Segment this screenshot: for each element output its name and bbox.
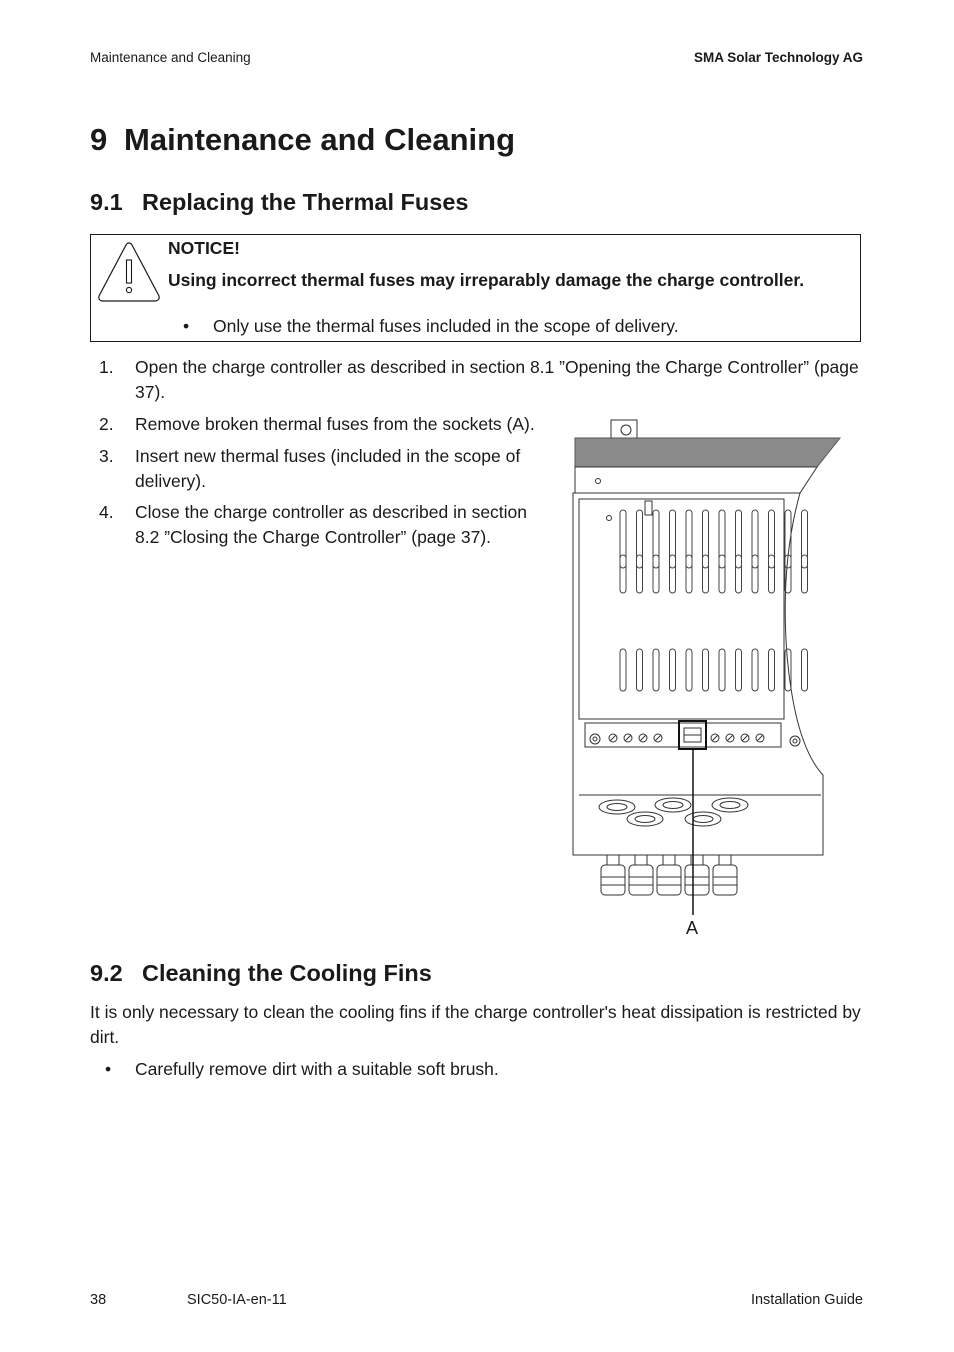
footer-right: Installation Guide	[750, 1292, 863, 1308]
step-text: Close the charge controller as described in section 8.2 ”Closing the Charge Controller” (page 37).	[135, 502, 528, 547]
step-text: Remove broken thermal fuses from the sockets (A).	[135, 414, 535, 434]
section-heading-9-1	[90, 189, 468, 216]
section-paragraph: It is only necessary to clean the cooling fins if the charge controller's heat dissipation is restricted by dirt.	[90, 1002, 861, 1047]
running-header-left: Maintenance and Cleaning	[90, 50, 251, 65]
step-text: Open the charge controller as described in section 8.1 ”Opening the Charge Controller” (page 37).	[135, 357, 859, 402]
step-number: 1.	[99, 357, 114, 377]
step-item	[99, 444, 539, 494]
step-text: Insert new thermal fuses (included in the scope of delivery).	[135, 446, 521, 491]
notice-bullet-text: Only use the thermal fuses included in the scope of delivery.	[213, 316, 679, 336]
section-title: Replacing the Thermal Fuses	[142, 189, 469, 215]
running-header-right: SMA Solar Technology AG	[693, 50, 863, 65]
step-item	[99, 500, 539, 550]
step-number: 2.	[99, 414, 114, 434]
notice-title: NOTICE!	[168, 238, 240, 258]
charge-controller-figure	[565, 415, 850, 915]
bullet-item: • Carefully remove dirt with a suitable soft brush.	[105, 1059, 499, 1079]
notice-bullet: • Only use the thermal fuses included in the scope of delivery.	[183, 316, 679, 336]
section-number: 9.2	[90, 960, 123, 986]
chapter-number: 9	[90, 122, 108, 157]
section-title: Cleaning the Cooling Fins	[142, 960, 432, 986]
section-number: 9.1	[90, 189, 123, 215]
section-heading-9-2	[90, 960, 432, 987]
chapter-heading	[90, 122, 515, 158]
step-item	[99, 412, 539, 437]
step-number: 4.	[99, 502, 114, 522]
step-item	[99, 355, 869, 405]
notice-box	[90, 234, 861, 342]
bullet-text: Carefully remove dirt with a suitable soft brush.	[135, 1059, 499, 1079]
notice-text: Using incorrect thermal fuses may irreparably damage the charge controller.	[168, 270, 805, 290]
warning-triangle-icon	[96, 241, 162, 303]
footer-page-number: 38	[90, 1292, 107, 1308]
figure-label-a: A	[686, 918, 699, 938]
footer-doc-id: SIC50-IA-en-11	[187, 1292, 287, 1308]
chapter-title: Maintenance and Cleaning	[124, 122, 516, 157]
step-number: 3.	[99, 446, 114, 466]
